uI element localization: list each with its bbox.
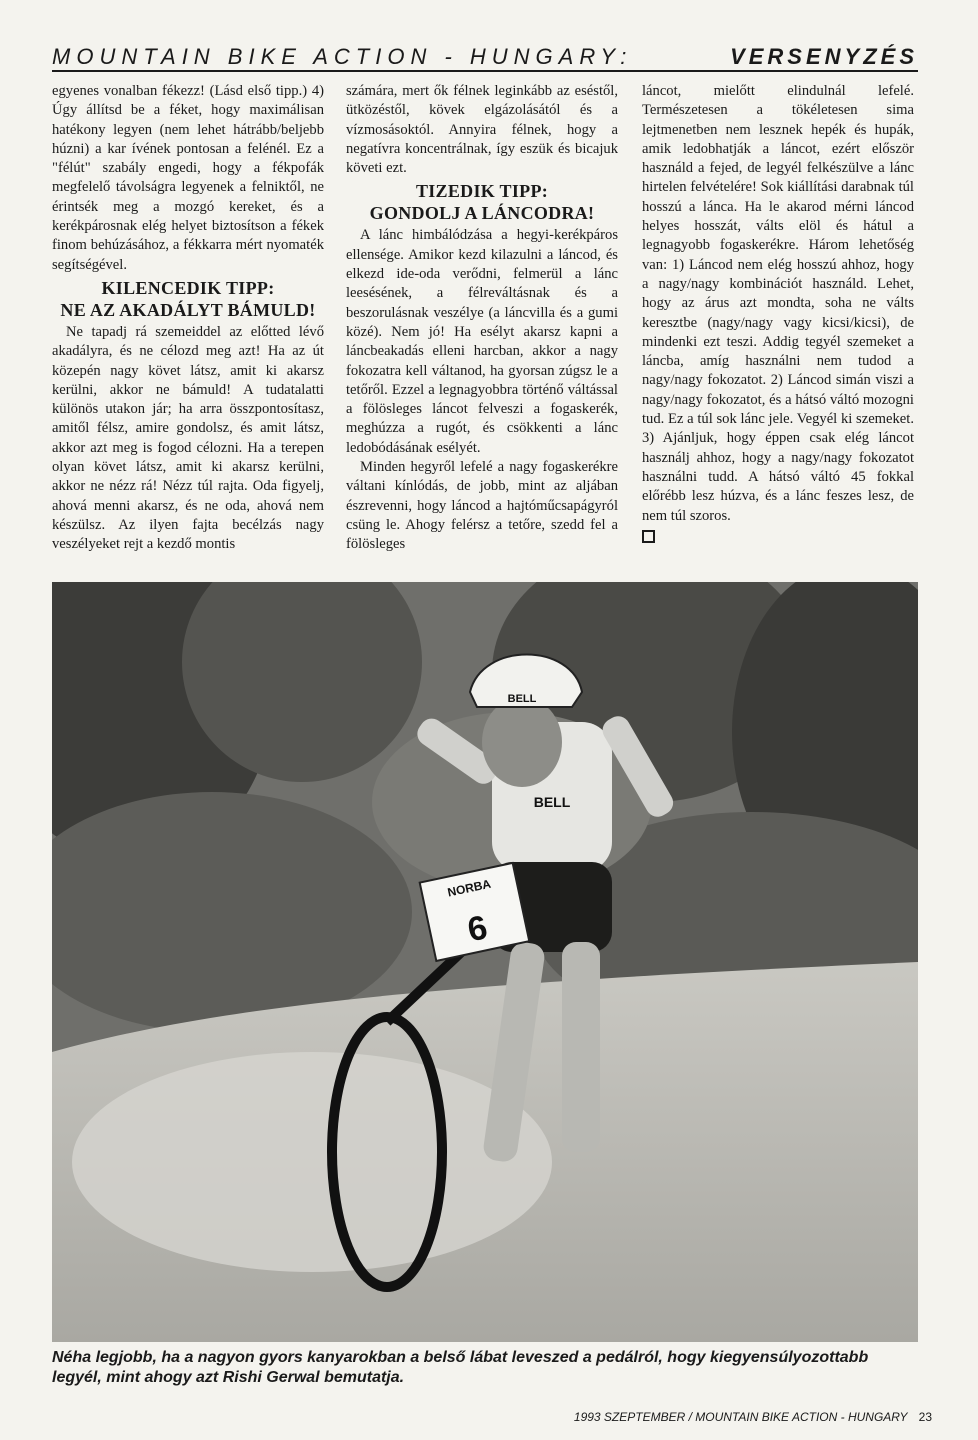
rider-photo [52,582,918,1342]
end-of-article-mark [642,530,655,543]
footer-issue: 1993 SZEPTEMBER / MOUNTAIN BIKE ACTION - HUNGARY [573,1410,908,1424]
section-heading [52,277,324,321]
page-header [52,40,918,72]
dust-cloud [72,1052,552,1272]
heading-line-2: NE AZ AKADÁLYT BÁMULD! [60,299,316,320]
text-column-2 [346,82,618,582]
photo-caption: Néha legjobb, ha a nagyon gyors kanyarokban a belső lábat leveszed a pedálról, hogy kiegyensúlyozottabb legyél, mint ahogy azt Rishi Gerwal bemutatja. [52,1349,869,1386]
heading-line-1: KILENCEDIK TIPP: [101,277,275,298]
race-number: 6 [464,908,491,950]
paragraph: láncot, mielőtt elindulnál lefelé. Természetesen a tökéletesen sima lejtmenetben nem lesznek hepék és hupák, amik ledobhatják a láncot, ezért először használd a fejed, de legyél felkészülve a lánc hirtelen felvételére! Sok kiállítási darabnak túl hosszú a lánca. Ha le akarod mérni láncod helyes hosszát, válts elöl és hátul a legnagyobb fogaskerékre. Három lehetőség van: 1) Láncod nem elég hosszú ahhoz, hogy a nagy/nagy kombinációt használd. Lehet, hogy az árus azt mondta, soha ne válts keresztbe (nagy/nagy vagy kicsi/kicsi), de mindenki ezt teszi. Addig tegyél szemeket a láncba, amíg használni nem tudod a nagy/nagy fokozatot. 2) Láncod simán viszi a nagy/nagy fokozatot, és a hátsó váltó mozogni tud. Ez a túl sok lánc jele. Vegyél ki szemeket. 3) Ajánljuk, hogy éppen csak elég láncot használj ahhoz, hogy a nagy/nagy fokozatot használni tudd. A hátsó váltó 45 fokkal előrébb lesz húzva, és a lánc feszes lesz, de nem túl szoros. [642,83,914,524]
paragraph: egyenes vonalban fékezz! (Lásd első tipp.) 4) Úgy állítsd be a féket, hogy maximálisan hatékony legyen (nem lehet hátrább/beljebb húzni) a kar ívének pontosan a felénél. Ez a "félút" szabály engedi, hogy a fékpofák megfelelő távolságra legyenek a felniktől, ne érintsék meg a mozgó kereket, és a kerékpárosnak elég helyet biztosítson a fékek finom behúzásához, a fékkarra mért nyomaték segítségével. [52,83,324,273]
section-heading [346,180,618,224]
paragraph: Minden hegyről lefelé a nagy fogaskerékre váltani kínlódás, de jobb, mint az aljában észrevenni, hogy láncod a hajtóműcsapágyról csüng le. Ahogy felérsz a tetőre, szedd fel a fölösleges [346,459,618,553]
heading-line-1: TIZEDIK TIPP: [415,181,549,202]
right-leg [562,942,600,1152]
jersey-logo: BELL [533,794,571,810]
helmet-logo: BELL [507,693,537,705]
paragraph: Ne tapadj rá szemeiddel az előtted lévő akadályra, és ne célozd meg azt! Ha az út közepén nagy követ látsz, amit ki akarsz kerülni, akkor ne bámuld! A tudatalatti különös utakon jár; ha arra összpontosítasz, amitől félsz, amire gondolsz, és amit látsz, akkor azt meg is fogod célozni. Ha a terepen olyan követ látsz, amit ki akarsz kerülni, akkor ne nézz rá! Nézz túl rajta. Oda figyelj, ahová menni akarsz, és ne oda, ahová nem készülsz. Az ilyen fajta becélzás nagy veszélyeket rejt a kezdő montis [52,323,324,553]
rider-photo-illustration [52,582,918,1342]
page-footer [574,1410,932,1424]
header-magazine-title: MOUNTAIN BIKE ACTION - HUNGARY: [52,44,633,69]
paragraph: A lánc himbálódzása a hegyi-kerékpáros ellensége. Amikor kezd kilazulni a láncod, és elkezd ide-oda verődni, felmerül a lánc leesésének, a félreváltásnak és a beszorulásnak veszélye (a láncvilla és a gumi közé). Nem jó! Ha esélyt akarsz kapni a láncbeakadás elleni harcban, akkor a nagy fokozatra kell váltanod, ha gyorsan zúgsz le a tetőről. Ezzel a legnagyobbra történő váltással a fölösleges láncot felveszi a fogaskerék, meghúzza a rugót, és csökkenti a lánc ledobódásának esélyét. [346,227,618,456]
text-column-1 [52,82,324,582]
text-column-3 [642,82,914,582]
page-number: 23 [918,1410,932,1424]
heading-line-2: GONDOLJ A LÁNCODRA! [369,203,595,224]
face [482,697,562,787]
number-plate-label: NORBA [446,876,493,900]
header-section-title: VERSENYZÉS [730,44,918,69]
paragraph: számára, mert ők félnek leginkább az eséstől, ütközéstől, kövek elgázolásától és a vízmosásoktól. Annyira félnek, hogy a negatívra koncentrálnak, így eszük és bicajuk követi ezt. [346,83,618,177]
